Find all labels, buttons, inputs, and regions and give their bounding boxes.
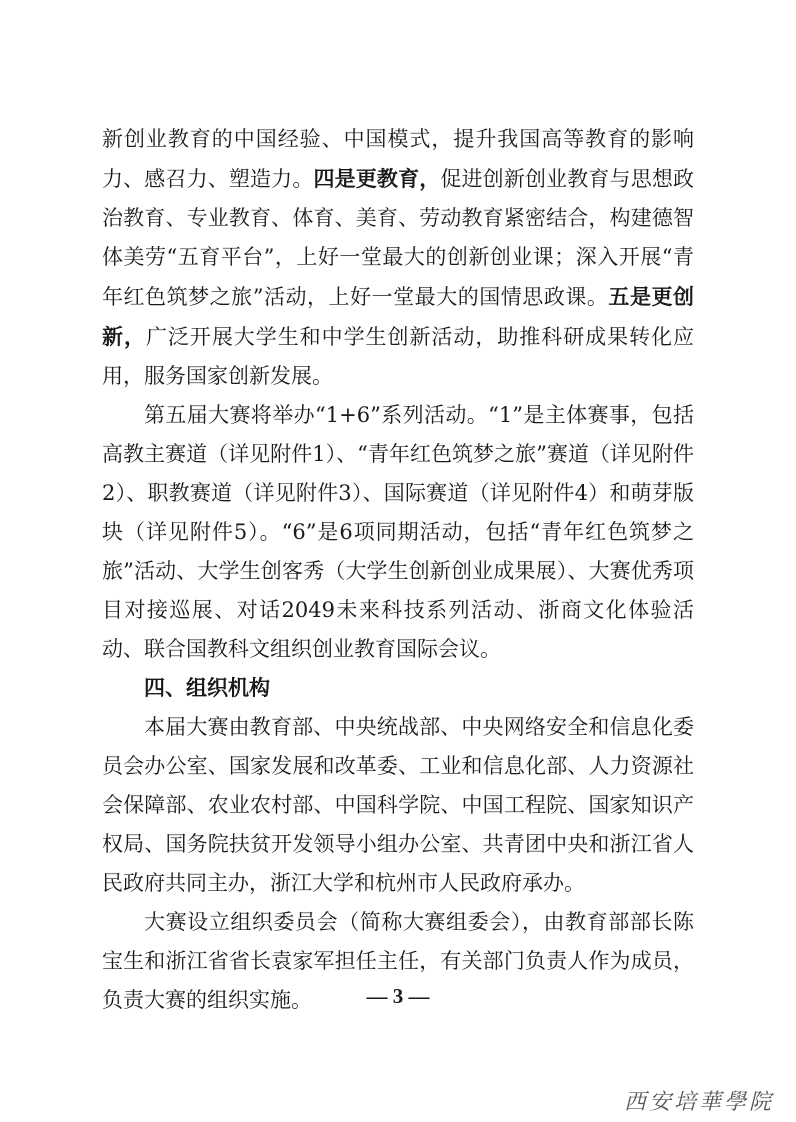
paragraph-activities: 第五届大赛将举办“1+6”系列活动。“1”是主体赛事，包括高教主赛道（详见附件1）、“青年红色筑梦之旅”赛道（详见附件2）、职教赛道（详见附件3）、国际赛道（详见附件4）和萌芽版块（详见附件5）。“6”是6项同期活动，包括“青年红色筑梦之旅”活动、大学生创客秀（大学生创新创业成果展）、大赛优秀项目对接巡展、对话2049未来科技系列活动、浙商文化体验活动、联合国教科文组织创业教育国际会议。 [102,403,694,661]
paragraph-text: 广泛开展大学生和中学生创新活动，助推科研成果转化应用，服务国家创新发展。 [102,325,695,388]
bold-phrase-four: 四是更教育， [313,166,441,191]
watermark-logo: 西安培華學院 [623,1090,774,1115]
paragraph-text: 促进创新创业教育与思想政治教育、专业教育、体育、美育、劳动教育紧密结合，构建德智体美劳“五育平台”，上好一堂最大的创新创业课；深入开展“青年红色筑梦之旅”活动，上好一堂最大的国情思政课。 [102,167,695,309]
section-heading: 四、组织机构 [144,676,270,700]
paragraph-text: 新创业教育的中国经验、中国模式，提升我国高等教育的影响力、感召力、塑造力。 [102,127,694,191]
page-number: — 3 — [366,984,430,1008]
paragraph-organizers: 本届大赛由教育部、中央统战部、中央网络安全和信息化委员会办公室、国家发展和改革委、工业和信息化部、人力资源社会保障部、农业农村部、中国科学院、中国工程院、国家知识产权局、国务院扶贫开发领导小组办公室、共青团中央和浙江省人民政府共同主办，浙江大学和杭州市人民政府承办。 [102,715,694,895]
paragraph-continuation [102,120,694,396]
paragraph-committee: 大赛设立组织委员会（简称大赛组委会），由教育部部长陈宝生和浙江省省长袁家军担任主任，有关部门负责人作为成员，负责大赛的组织实施。 [102,910,694,1012]
body-text [102,120,694,1020]
bold-phrase-five: 五是更创新， [102,284,695,349]
